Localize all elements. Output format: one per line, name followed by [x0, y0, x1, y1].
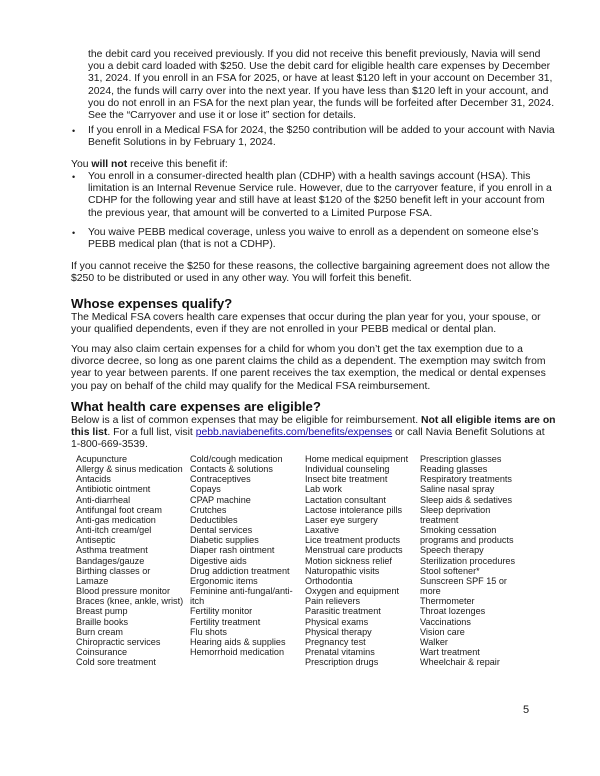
forfeit-paragraph-line: If you cannot receive the $250 for these reasons, the collective bargaining agreement does not allow the [71, 261, 550, 272]
eligible-intro-line-2 [71, 427, 545, 439]
expense-item: Wart treatment [420, 646, 480, 657]
expense-item: programs and products [420, 535, 514, 546]
expense-item: Anti-gas medication [76, 514, 156, 525]
expense-item: Sunscreen SPF 15 or [420, 575, 507, 586]
bullet-waive-line: PEBB medical plan (that is not a CDHP). [88, 239, 276, 251]
expense-item: Walker [420, 636, 448, 647]
expense-item: Acupuncture [76, 454, 128, 464]
expense-item: Menstrual care products [305, 545, 403, 556]
expense-item: Bandages/gauze [76, 555, 145, 566]
expense-item: Laxative [305, 525, 339, 536]
expense-item: Chiropractic services [76, 636, 161, 647]
expense-column [190, 454, 293, 657]
expense-item: Lice treatment products [305, 535, 401, 546]
expense-item: Orthodontia [305, 575, 353, 586]
expense-item: Deductibles [190, 514, 238, 525]
expense-item: Thermometer [420, 596, 475, 607]
expense-item: Antacids [76, 474, 111, 485]
eligible-intro-line-1 [71, 415, 556, 427]
expense-item: Contraceptives [190, 474, 251, 485]
expense-item: Copays [190, 484, 221, 495]
text: or call Navia Benefit Solutions at [392, 427, 545, 438]
expense-item: Crutches [190, 504, 227, 515]
heading-whose-expenses: Whose expenses qualify? [71, 296, 233, 311]
expense-item: Anti-diarrheal [76, 494, 131, 505]
bullet-cdhp-line: limitation is an Internal Revenue Service rule. However, due to the carryover feature, if you enroll in a [88, 183, 552, 195]
expense-item: itch [190, 596, 205, 607]
expense-item: Vision care [420, 626, 465, 637]
expense-item: Feminine anti-fungal/anti- [190, 586, 293, 597]
bullet-cdhp-line: You enroll in a consumer-directed health plan (CDHP) with a health savings account (HSA). This [88, 171, 531, 182]
bullet-waive-line: You waive PEBB medical coverage, unless you waive to enroll as a dependent on someone else’s [88, 227, 539, 238]
child-paragraph-line: divorce decree, so long as one parent claims the child as a dependent. The exemption may switch from [71, 356, 546, 368]
intro-paragraph-line: the debit card you received previously. If you did not receive this benefit previously, Navia will send [88, 49, 541, 60]
expense-item: Allergy & sinus medication [76, 464, 183, 475]
expense-item: Cold sore treatment [76, 657, 156, 668]
expense-item: Respiratory treatments [420, 474, 512, 485]
expense-item: Dental services [190, 525, 253, 536]
bullet-enroll-line: Benefit Solutions in by February 1, 2024. [88, 137, 276, 149]
expense-item: treatment [420, 514, 459, 525]
expense-item: Hearing aids & supplies [190, 636, 286, 647]
expense-item: Cold/cough medication [190, 454, 283, 464]
expense-item: Coinsurance [76, 646, 128, 657]
bold-text: this list [71, 427, 108, 438]
expense-item: Parasitic treatment [305, 606, 381, 617]
bullet-icon: • [72, 126, 76, 136]
expense-item: Individual counseling [305, 464, 390, 475]
expense-item: Reading glasses [420, 464, 488, 475]
expense-item: Burn cream [76, 626, 124, 637]
expense-item: Braces (knee, ankle, wrist) [76, 596, 184, 607]
expense-item: Insect bite treatment [305, 474, 388, 485]
expense-item: CPAP machine [190, 494, 251, 505]
expense-item: Wheelchair & repair [420, 657, 500, 668]
expense-item: Sterilization procedures [420, 555, 516, 566]
bold-text: will not [91, 159, 128, 170]
expense-item: Sleep aids & sedatives [420, 494, 513, 505]
bullet-cdhp-line: the previous year, that amount will be converted to a Limited Purpose FSA. [88, 207, 433, 219]
expense-item: Saline nasal spray [420, 484, 495, 495]
expense-item: Speech therapy [420, 545, 484, 556]
child-paragraph-line: You may also claim certain expenses for a child for whom you don’t get the tax exemption due to a [71, 344, 523, 355]
intro-paragraph-line: 31, 2024. If you enroll in an FSA for 2025, or have at least $120 left in your account on December 31, [88, 73, 553, 85]
expense-item: Lab work [305, 484, 342, 495]
expense-item: Motion sickness relief [305, 555, 392, 566]
expense-item: Antifungal foot cream [76, 504, 162, 515]
expense-item: Smoking cessation [420, 525, 497, 536]
expense-item: Drug addiction treatment [190, 565, 290, 576]
expense-item: Lactation consultant [305, 494, 386, 505]
expense-item: Diaper rash ointment [190, 545, 275, 556]
heading-eligible-expenses: What health care expenses are eligible? [71, 399, 321, 414]
expense-item: Laser eye surgery [305, 514, 378, 525]
expense-item: Physical exams [305, 616, 369, 627]
expense-item: Naturopathic visits [305, 565, 380, 576]
bullet-icon: • [72, 228, 76, 238]
expense-item: Diabetic supplies [190, 535, 259, 546]
forfeit-paragraph-line: $250 to be distributed or used in any other way. You will forfeit this benefit. [71, 273, 412, 285]
expense-item: Digestive aids [190, 555, 247, 566]
text: You [71, 159, 92, 170]
text: receive this benefit if: [127, 159, 228, 170]
expense-item: Antibiotic ointment [76, 484, 151, 495]
expense-column [305, 454, 408, 667]
expense-item: Birthing classes or [76, 565, 151, 576]
intro-paragraph-line: 2024, the funds will carry over into the next year. If you have less than $120 left in your account, and [88, 85, 549, 97]
expense-item: Hemorrhoid medication [190, 646, 285, 657]
whose-paragraph-line: The Medical FSA covers health care expenses that occur during the plan year for you, your spouse, or [71, 312, 541, 323]
expense-item: Ergonomic items [190, 575, 258, 586]
child-paragraph-line: year to year between parents. If one parent receives the tax exemption, the medical or dental expenses [71, 368, 546, 380]
expense-item: Home medical equipment [305, 454, 409, 464]
text: Below is a list of common expenses that may be eligible for reimbursement. [71, 415, 421, 426]
expense-item: Prescription glasses [420, 454, 502, 464]
bold-text: Not all eligible items are on [420, 415, 556, 426]
expense-item: Pain relievers [305, 596, 361, 607]
expense-item: Lamaze [76, 575, 109, 586]
expense-column [420, 454, 515, 667]
expense-item: Blood pressure monitor [76, 586, 171, 597]
expense-item: Stool softener* [420, 565, 480, 576]
page-number: 5 [523, 704, 530, 716]
bullet-enroll-line: If you enroll in a Medical FSA for 2024, the $250 contribution will be added to your account with Navia [88, 125, 555, 136]
expenses-link[interactable]: pebb.naviabenefits.com/benefits/expenses [195, 427, 393, 438]
intro-paragraph-line: you do not enroll in an FSA for the next plan year, the funds will be forfeited after December 31, 2024. [88, 97, 555, 109]
expense-item: Oxygen and equipment [305, 586, 400, 597]
whose-paragraph-line: your qualified dependents, even if they are not enrolled in your PEBB medical or dental plan. [71, 324, 497, 336]
expense-item: Sleep deprivation [420, 504, 491, 515]
expense-item: Fertility treatment [190, 616, 261, 627]
expense-item: Lactose intolerance pills [305, 504, 403, 515]
expense-item: Antiseptic [76, 535, 116, 546]
expense-item: Anti-itch cream/gel [76, 525, 152, 536]
expense-item: Asthma treatment [76, 545, 148, 556]
expense-item: Braille books [76, 616, 129, 627]
expense-item: Physical therapy [305, 626, 372, 637]
expense-item: Prescription drugs [305, 657, 379, 668]
expense-item: Throat lozenges [420, 606, 486, 617]
bullet-icon: • [72, 172, 76, 182]
will-not-line [71, 159, 228, 171]
expense-item: Prenatal vitamins [305, 646, 375, 657]
expense-item: Vaccinations [420, 616, 471, 627]
intro-paragraph-line: you a debit card loaded with $250. Use the debit card for eligible health care expenses by December [88, 61, 551, 73]
text: . For a full list, visit [107, 427, 196, 438]
intro-paragraph-line: See the “Carryover and use it or lose it” section for details. [88, 110, 356, 121]
child-paragraph-line: you pay on behalf of the child may qualify for the Medical FSA reimbursement. [71, 380, 431, 392]
expense-item: Flu shots [190, 626, 227, 637]
expense-item: Contacts & solutions [190, 464, 273, 475]
expense-item: Pregnancy test [305, 636, 366, 647]
expense-item: more [420, 586, 441, 597]
expense-item: Fertility monitor [190, 606, 253, 617]
expense-item: Breast pump [76, 606, 128, 617]
expense-column [76, 454, 183, 667]
eligible-intro-line-3: 1-800-669-3539. [71, 439, 148, 450]
bullet-cdhp-line: CDHP for the following year and still have at least $120 of the $250 benefit left in your account from [88, 195, 545, 207]
